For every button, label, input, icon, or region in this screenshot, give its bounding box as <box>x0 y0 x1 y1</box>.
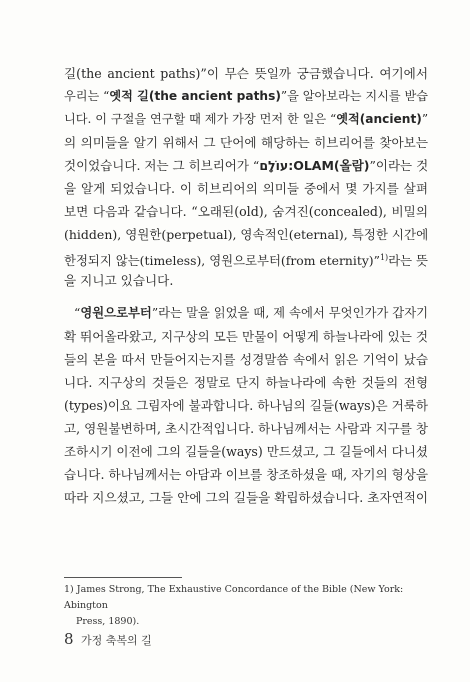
body-text <box>64 62 428 509</box>
text-line <box>64 463 428 486</box>
footnote-line: 1) James Strong, The Exhaustive Concordance of the Bible (New York: Abington <box>64 584 404 611</box>
text-line <box>64 486 428 509</box>
footnote-line: Press, 1890). <box>76 616 140 627</box>
text-span: 고, 영원불변하며, 초시간적입니다. 하나님께서는 사람과 지구를 창 <box>64 421 429 436</box>
text-span: 습니다. 하나님께서는 아담과 이브를 창조하셨을 때, 자기의 형상을 <box>64 467 429 482</box>
text-span: 것이었습니다. 저는 그 히브리어가 “ <box>64 158 260 173</box>
text-span: 한정되지 않는(timeless), 영원으로부터(from eternity)” <box>64 253 380 269</box>
text-span: 들의 본을 따서 만들어지는지를 성경말씀 속에서 읽은 기억이 났습 <box>64 352 428 367</box>
footnote <box>64 582 434 630</box>
text-span: (hidden), 영원한(perpetual), 영속적인(eternal), 특정한 시간에 <box>64 227 429 242</box>
text-span: 을 알게 되었습니다. 이 히브리어의 의미들 중에서 몇 가지를 살펴 <box>64 181 428 196</box>
text-span: 우리는 “ <box>64 89 110 103</box>
text-line <box>64 177 428 200</box>
text-span: 따라 지으셨고, 그들 안에 그의 길들을 확립하셨습니다. 초자연적이 <box>64 490 429 505</box>
footnote-marker: 1) <box>379 253 389 262</box>
text-span: 확 뛰어올라왔고, 지구상의 모든 만물이 어떻게 하늘나라에 있는 것 <box>64 329 429 344</box>
text-line <box>64 85 428 108</box>
text-line <box>64 348 428 371</box>
page-footer <box>64 630 152 648</box>
text-line <box>64 154 428 177</box>
hebrew-term: עוֹלָם:OLAM(올람) <box>259 158 370 173</box>
text-span: (types)이요 그림자에 불과합니다. 하나님의 길들(ways)은 거룩하 <box>64 398 428 413</box>
text-span: 라는 뜻 <box>388 253 429 269</box>
text-line <box>64 269 428 292</box>
text-span: ”라는 말을 읽었을 때, 제 속에서 무엇인가가 갑자기 <box>151 306 429 320</box>
text-span: 니다. 지구상의 것들은 정말로 단지 하늘나라에 속한 것들의 전형 <box>64 375 428 390</box>
footnote-divider <box>64 577 182 578</box>
text-span: ”을 알아보라는 지시를 받습 <box>280 89 429 103</box>
text-span: 조하시기 이전에 그의 길들을(ways) 만드셨고, 그 길들에서 다니셨 <box>64 444 428 459</box>
text-span: ”이라는 것 <box>369 158 429 173</box>
text-line <box>64 394 428 417</box>
text-span: “ <box>74 306 81 320</box>
text-span: 니다. 이 구절을 연구할 때 제가 가장 먼저 한 일은 “ <box>64 112 337 126</box>
text-span: 길(the ancient paths)”이 무슨 뜻일까 궁금했습니다. 여기에서 <box>64 66 428 81</box>
text-span: ” <box>421 112 429 126</box>
text-line <box>64 223 428 246</box>
text-line <box>64 108 428 131</box>
text-line <box>64 131 428 154</box>
text-line <box>64 417 428 440</box>
page-number: 8 <box>64 630 74 648</box>
emphasis-text: 옛적(ancient) <box>336 112 422 126</box>
text-span: 을 지니고 있습니다. <box>64 273 174 288</box>
text-line <box>64 246 428 269</box>
text-span: 보면 다음과 같습니다. “오래된(old), 숨겨진(concealed), 비밀의 <box>64 204 428 219</box>
text-line <box>64 62 428 85</box>
emphasis-text: 영원으로부터 <box>80 306 152 320</box>
text-span: 의 의미들을 알기 위해서 그 단어에 해당하는 히브리어를 찾아보는 <box>64 135 428 150</box>
emphasis-text: 옛적 길(the ancient paths) <box>109 89 281 103</box>
running-title: 가정 축복의 길 <box>81 634 152 647</box>
text-line <box>64 302 428 325</box>
text-line <box>64 325 428 348</box>
text-line <box>64 200 428 223</box>
text-line <box>64 371 428 394</box>
text-line <box>64 440 428 463</box>
